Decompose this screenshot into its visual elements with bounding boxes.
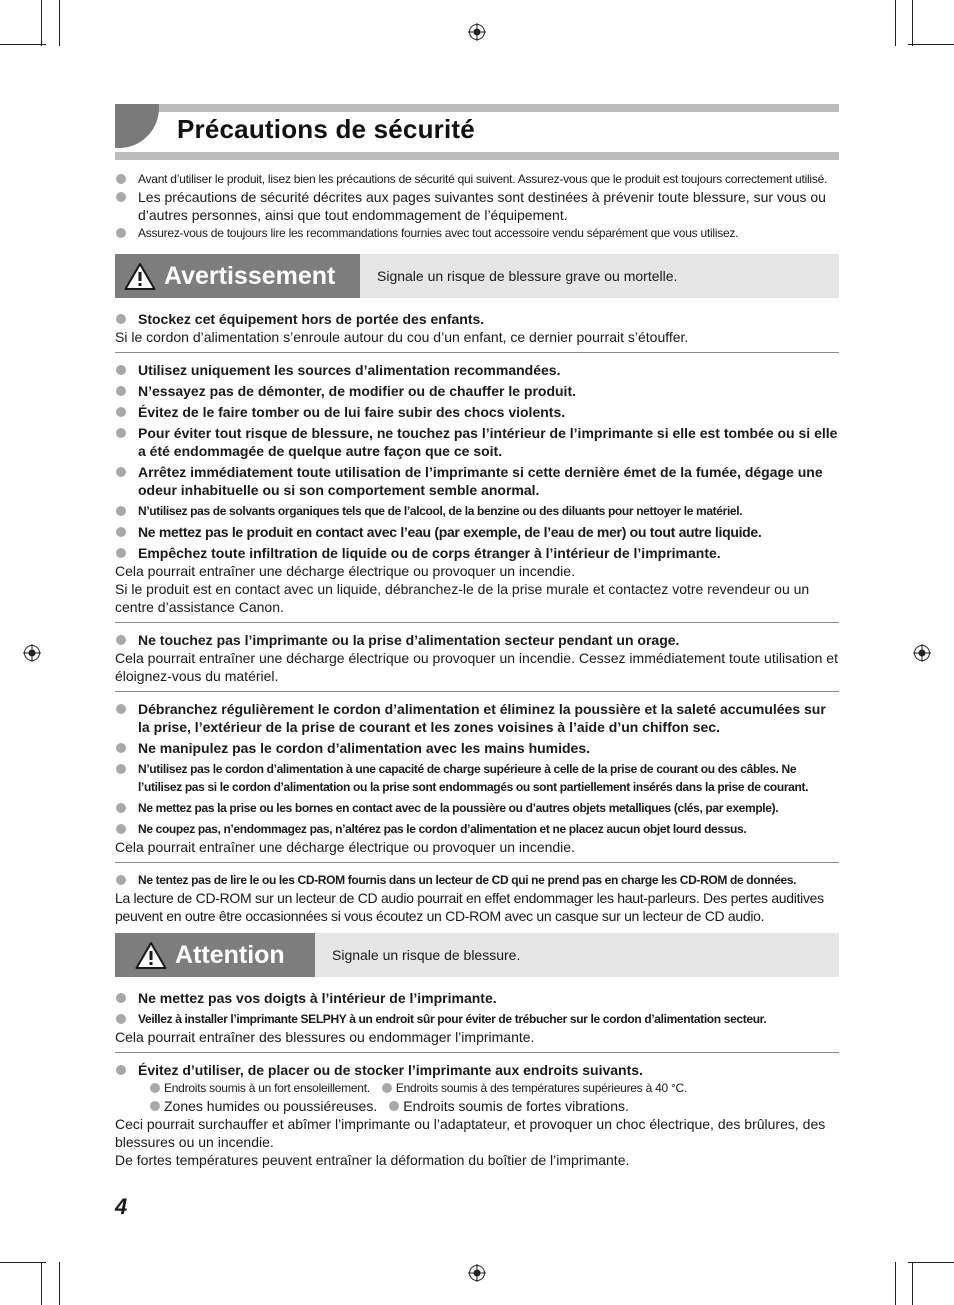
warning-item: Arrêtez immédiatement toute utilisation de l’imprimante si cette dernière émet de la fumée, dégage une odeur inhabituelle ou si son comportement semble anormal. [115,463,839,499]
location-item: Endroits soumis à des températures supérieures à 40 °C. [382,1079,687,1097]
warning-item: Ne tentez pas de lire le ou les CD-ROM fournis dans un lecteur de CD qui ne prend pas en charge les CD-ROM de données. [115,871,839,889]
registration-mark-icon [913,644,931,662]
intro-section [115,170,839,242]
warning-triangle-icon [135,941,167,970]
caution-item: Veillez à installer l’imprimante SELPHY à un endroit sûr pour éviter de trébucher sur le cordon d’alimentation secteur. [115,1010,839,1028]
crop-mark [895,0,896,46]
warning-section [115,871,839,925]
warning-item: Ne mettez pas le produit en contact avec l’eau (par exemple, de l’eau de mer) ou tout autre liquide. [115,523,839,541]
crop-mark [912,0,913,46]
crop-mark [895,1262,896,1305]
warning-item: Stockez cet équipement hors de portée des enfants. [115,310,839,328]
warning-item: N’utilisez pas de solvants organiques tels que de l’alcool, de la benzine ou des diluants pour nettoyer le matériel. [115,502,839,520]
intro-item: Assurez-vous de toujours lire les recommandations fournies avec tout accessoire vendu séparément que vous utilisez. [115,224,839,242]
warning-item: Évitez de le faire tomber ou de lui faire subir des chocs violents. [115,403,839,421]
section-divider [115,862,839,863]
warning-item: Utilisez uniquement les sources d’alimentation recommandées. [115,361,839,379]
caution-item: Évitez d’utiliser, de placer ou de stocker l’imprimante aux endroits suivants. [115,1061,839,1079]
warning-item: Ne mettez pas la prise ou les bornes en contact avec de la poussière ou d’autres objets metalliques (clés, par exemple). [115,799,839,817]
intro-item: Avant d’utiliser le produit, lisez bien les précautions de sécurité qui suivent. Assurez-vous que le produit est toujours correctement utilisé. [115,170,839,188]
crop-mark [908,44,954,45]
title-corner-tab [115,104,159,148]
registration-mark-icon [468,23,486,41]
section-divider [115,691,839,692]
caution-note: Ceci pourrait surchauffer et abîmer l’imprimante ou l’adaptateur, et provoquer un choc électrique, des brûlures, des blessures ou un incendie. [115,1116,826,1150]
crop-mark [0,1262,46,1263]
warning-label: Avertissement [164,261,336,290]
section-divider [115,1052,839,1053]
warning-section [115,631,839,685]
warning-item: Ne manipulez pas le cordon d’alimentation avec les mains humides. [115,739,839,757]
caution-banner [115,933,839,977]
warning-note: Cela pourrait entraîner une décharge électrique ou provoquer un incendie. [115,563,575,579]
warning-item: Empêchez toute infiltration de liquide ou de corps étranger à l’intérieur de l’imprimante. [115,544,839,562]
warning-item: N’utilisez pas le cordon d’alimentation à une capacité de charge supérieure à celle de la prise de courant ou des câbles. Ne l’utilisez pas si le cordon d’alimentation ou la prise sont endommagés ou sont partiellement insérés dans la prise de courant. [115,760,839,796]
location-item: Endroits soumis à un fort ensoleillement. [150,1079,370,1097]
warning-note: Cela pourrait entraîner une décharge électrique ou provoquer un incendie. Cessez immédiatement toute utilisation et éloignez-vous du matériel. [115,650,838,684]
crop-mark [59,0,60,46]
warning-banner [115,254,839,298]
crop-mark [908,1262,954,1263]
title-bottom-rule [115,152,839,160]
warning-item: N’essayez pas de démonter, de modifier ou de chauffer le produit. [115,382,839,400]
warning-description: Signale un risque de blessure grave ou mortelle. [377,268,678,284]
crop-mark [41,1262,42,1305]
caution-note: De fortes températures peuvent entraîner la déformation du boîtier de l’imprimante. [115,1152,630,1168]
location-list [115,1097,839,1115]
page-content [115,170,839,1169]
crop-mark [912,1262,913,1305]
caution-label: Attention [175,940,285,969]
crop-mark [59,1262,60,1305]
caution-note: Cela pourrait entraîner des blessures ou endommager l’imprimante. [115,1029,535,1045]
location-list [115,1079,839,1097]
registration-mark-icon [23,644,41,662]
warning-note: Si le cordon d’alimentation s’enroule autour du cou d’un enfant, ce dernier pourrait s’étouffer. [115,329,689,345]
warning-item: Pour éviter tout risque de blessure, ne touchez pas l’intérieur de l’imprimante si elle est tombée ou si elle a été endommagée de quelque autre façon que ce soit. [115,424,839,460]
registration-mark-icon [468,1264,486,1282]
intro-item: Les précautions de sécurité décrites aux pages suivantes sont destinées à prévenir toute blessure, sur vous ou d’autres personnes, ainsi que tout endommagement de l’équipement. [115,188,839,224]
location-item: Endroits soumis de fortes vibrations. [389,1097,629,1115]
warning-section [115,361,839,616]
crop-mark [0,44,46,45]
caution-section [115,1061,839,1169]
warning-section [115,310,839,346]
warning-note: Cela pourrait entraîner une décharge électrique ou provoquer un incendie. [115,839,575,855]
section-divider [115,622,839,623]
section-divider [115,352,839,353]
warning-item: Ne touchez pas l’imprimante ou la prise d’alimentation secteur pendant un orage. [115,631,839,649]
warning-label-box [115,254,360,298]
warning-triangle-icon [124,262,156,291]
warning-note: La lecture de CD-ROM sur un lecteur de CD audio pourrait en effet endommager les haut-parleurs. Des pertes auditives peuvent en outre être occasionnées si vous écoutez un CD-ROM avec un casque sur un lecteur de CD audio. [115,890,824,924]
title-top-rule [115,104,839,112]
caution-label-box [115,933,315,977]
caution-description: Signale un risque de blessure. [332,947,521,963]
page-title: Précautions de sécurité [177,114,475,144]
warning-section [115,700,839,856]
crop-mark [41,0,42,46]
title-bar [115,104,839,160]
page-number: 4 [115,1194,128,1219]
location-item: Zones humides ou poussiéreuses. [150,1097,377,1115]
warning-item: Débranchez régulièrement le cordon d’alimentation et éliminez la poussière et la saleté accumulées sur la prise, l’extérieur de la prise de courant et les zones voisines à l’aide d’un chiffon sec. [115,700,839,736]
warning-item: Ne coupez pas, n’endommagez pas, n’altérez pas le cordon d’alimentation et ne placez aucun objet lourd dessus. [115,820,839,838]
caution-item: Ne mettez pas vos doigts à l’intérieur de l’imprimante. [115,989,839,1007]
warning-note: Si le produit est en contact avec un liquide, débranchez-le de la prise murale et contactez votre revendeur ou un centre d’assistance Canon. [115,581,810,615]
caution-section [115,989,839,1046]
